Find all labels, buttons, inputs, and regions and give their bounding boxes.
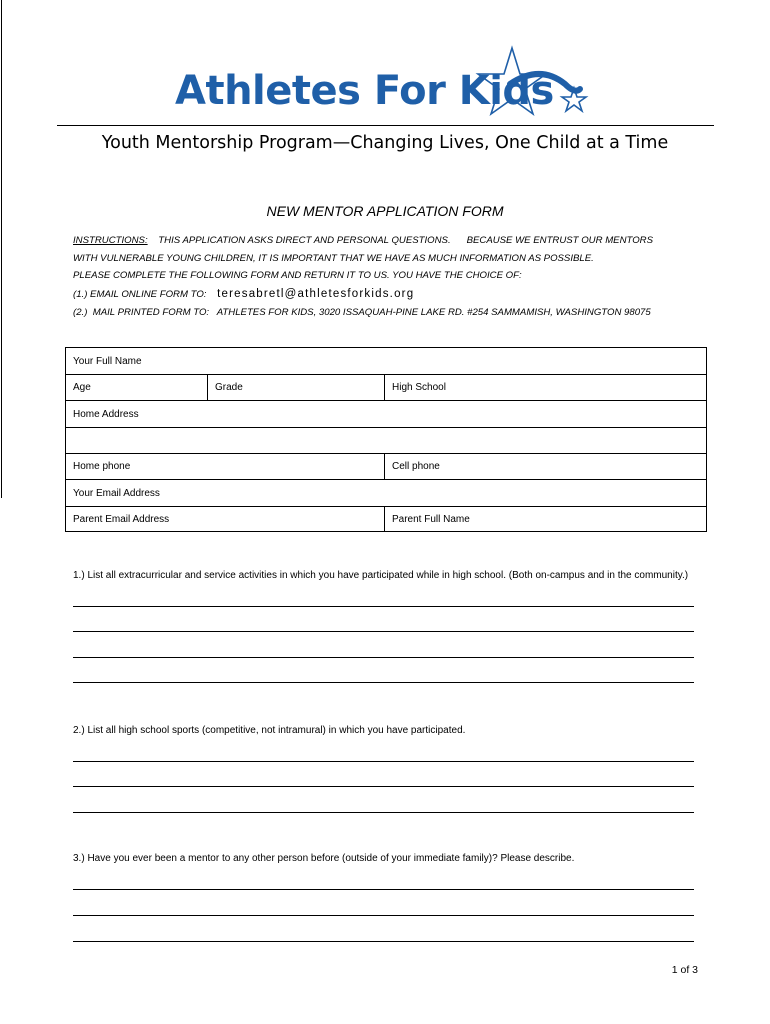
answer-line[interactable] <box>73 761 694 762</box>
question-2: 2.) List all high school sports (competitive, not intramural) in which you have participated. <box>73 725 466 736</box>
answer-line[interactable] <box>73 915 694 916</box>
answer-line[interactable] <box>73 941 694 942</box>
home-address-continued-field[interactable] <box>66 428 707 454</box>
instructions-line-1 <box>73 235 653 246</box>
left-margin-rule <box>1 0 2 498</box>
grade-field[interactable]: Grade <box>208 375 385 401</box>
parent-email-field[interactable]: Parent Email Address <box>66 507 385 532</box>
age-field[interactable]: Age <box>66 375 208 401</box>
tagline: Youth Mentorship Program—Changing Lives, One Child at a Time <box>101 133 669 153</box>
answer-line[interactable] <box>73 786 694 787</box>
answer-line[interactable] <box>73 631 694 632</box>
home-phone-field[interactable]: Home phone <box>66 454 385 480</box>
mail-option: (2.) MAIL PRINTED FORM TO: ATHLETES FOR KIDS, 3020 ISSAQUAH-PINE LAKE RD. #254 SAMMAMISH, WASHINGTON 98075 <box>73 307 651 318</box>
stars-logo-icon <box>470 44 595 124</box>
answer-line[interactable] <box>73 812 694 813</box>
email-field[interactable]: Your Email Address <box>66 480 707 507</box>
high-school-field[interactable]: High School <box>385 375 707 401</box>
cell-phone-field[interactable]: Cell phone <box>385 454 707 480</box>
instructions-line-2: WITH VULNERABLE YOUNG CHILDREN, IT IS IMPORTANT THAT WE HAVE AS MUCH INFORMATION AS POSSIBLE. <box>73 253 594 264</box>
home-address-field[interactable]: Home Address <box>66 401 707 428</box>
question-3: 3.) Have you ever been a mentor to any other person before (outside of your immediate family)? Please describe. <box>73 853 575 864</box>
email-option <box>73 288 414 300</box>
answer-line[interactable] <box>73 606 694 607</box>
applicant-info-table <box>65 347 707 532</box>
full-name-field[interactable]: Your Full Name <box>66 348 707 375</box>
header-divider <box>57 125 714 126</box>
answer-line[interactable] <box>73 889 694 890</box>
answer-line[interactable] <box>73 657 694 658</box>
parent-name-field[interactable]: Parent Full Name <box>385 507 707 532</box>
contact-email: teresabretl@athletesforkids.org <box>217 288 415 300</box>
instructions-text-1: THIS APPLICATION ASKS DIRECT AND PERSONAL QUESTIONS. BECAUSE WE ENTRUST OUR MENTORS <box>158 235 653 246</box>
email-option-label: (1.) EMAIL ONLINE FORM TO: <box>73 289 207 300</box>
question-1: 1.) List all extracurricular and service activities in which you have participated while in high school. (Both on-campus and in the community.) <box>73 570 689 581</box>
logo-text: Athletes For Kids <box>175 68 554 114</box>
form-title: NEW MENTOR APPLICATION FORM <box>266 203 504 219</box>
answer-line[interactable] <box>73 682 694 683</box>
instructions-line-3: PLEASE COMPLETE THE FOLLOWING FORM AND RETURN IT TO US. YOU HAVE THE CHOICE OF: <box>73 270 522 281</box>
page-number: 1 of 3 <box>671 964 698 976</box>
instructions-label: INSTRUCTIONS: <box>73 235 148 246</box>
